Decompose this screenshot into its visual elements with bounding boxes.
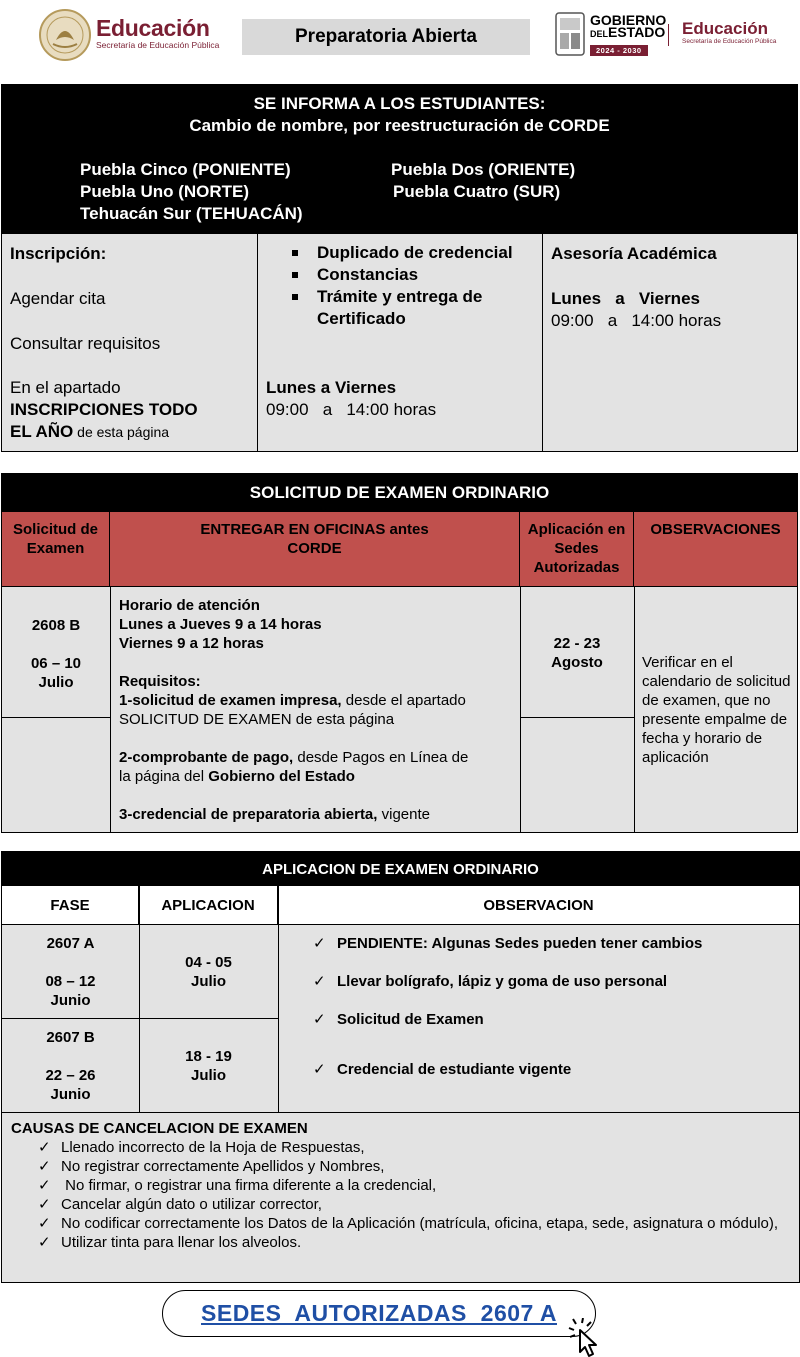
requisito-2-bold: 2-comprobante de pago, (119, 749, 294, 766)
sep-logo (96, 16, 219, 50)
requisito-3 (119, 805, 514, 824)
list-item: ✓ Llevar bolígrafo, lápiz y goma de uso personal (313, 972, 793, 991)
asesoria-title: Asesoría Académica (551, 244, 717, 263)
sep-logo-title: Educación (96, 15, 210, 41)
observacion-list (313, 934, 793, 1079)
list-item: Duplicado de credencial (292, 242, 538, 264)
list-item: ✓ Solicitud de Examen (313, 1010, 793, 1029)
aplicacion-row-2 (139, 1047, 278, 1085)
header-observacion: OBSERVACION (278, 886, 799, 924)
aplicacion-table (1, 851, 800, 1283)
fase-month: Junio (50, 992, 91, 1009)
solicitud-table (1, 473, 798, 833)
aplicacion-title: APLICACION DE EXAMEN ORDINARIO (2, 852, 799, 886)
inscripcion-title: Inscripción: (10, 244, 107, 263)
requisito-1-rest: desde el apartado (341, 692, 466, 709)
fase-dates: 22 – 26 (45, 1067, 96, 1084)
region-item: Puebla Cuatro (SUR) (393, 182, 561, 201)
divider (2, 717, 110, 718)
asesoria-days: Lunes a Viernes (551, 289, 700, 308)
gobierno-estado-text: Gobierno del Estado (208, 768, 355, 785)
horario-title: Horario de atención (119, 597, 260, 614)
fase-code: 2607 B (46, 1029, 95, 1046)
region-item: Puebla Uno (NORTE) (80, 182, 250, 201)
divider (2, 1112, 799, 1113)
aplicacion-month: Julio (190, 973, 226, 990)
requisito-2-line2 (119, 767, 514, 786)
list-item: ✓ Cancelar algún dato o utilizar corrector, (38, 1195, 793, 1214)
fase-dates: 06 – 10 (30, 655, 82, 672)
gobierno-logo-prefix: DEL (590, 29, 608, 39)
mexico-seal-icon (38, 8, 92, 62)
horario-line2: Viernes 9 a 12 horas (119, 635, 264, 652)
list-item: ✓ No registrar correctamente Apellidos y Nombres, (38, 1157, 793, 1176)
list-item: ✓ Utilizar tinta para llenar los alveolos. (38, 1233, 793, 1252)
notice-title (2, 93, 797, 137)
list-item: ✓ No codificar correctamente los Datos de la Aplicación (matrícula, oficina, etapa, sede, asignatura o módulo), (38, 1214, 793, 1233)
aplicacion-dates: 18 - 19 (185, 1048, 232, 1065)
requisitos-title: Requisitos: (119, 673, 201, 690)
tramites-list (292, 242, 538, 330)
el-ano-text: EL AÑO (10, 422, 74, 441)
educacion-logo (682, 20, 776, 46)
divider (634, 586, 635, 832)
solicitud-title: SOLICITUD DE EXAMEN ORDINARIO (2, 474, 797, 512)
info-columns (2, 234, 797, 451)
apartado-text: En el apartado (10, 378, 121, 397)
divider (110, 586, 111, 832)
header-solicitud: Solicitud de Examen (2, 512, 110, 586)
agendar-cita-text: Agendar cita (10, 289, 106, 308)
asesoria-hours: 09:00 a 14:00 horas (551, 311, 722, 330)
causas-list (38, 1138, 793, 1252)
requisito-3-rest: vigente (377, 806, 430, 823)
list-item: ✓ Credencial de estudiante vigente (313, 1060, 793, 1079)
aplicacion-cell (520, 634, 634, 672)
inscripciones-tail (10, 421, 169, 443)
divider (2, 1018, 278, 1019)
list-item: ✓ PENDIENTE: Algunas Sedes pueden tener cambios (313, 934, 793, 953)
divider (2, 924, 799, 925)
fase-dates: 08 – 12 (45, 973, 96, 990)
requisito-1 (119, 691, 514, 710)
header-entregar: ENTREGAR EN OFICINAS antes CORDE (110, 512, 520, 586)
sedes-autorizadas-link[interactable]: SEDES AUTORIZADAS 2607 A (162, 1290, 596, 1337)
tramites-days: Lunes a Viernes (266, 378, 397, 397)
requisito-3-bold: 3-credencial de preparatoria abierta, (119, 806, 378, 823)
horario-line1: Lunes a Jueves 9 a 14 horas (119, 616, 322, 633)
notice-banner (2, 85, 797, 234)
educacion-logo-title: Educación (682, 19, 768, 38)
notice-title-line1: SE INFORMA A LOS ESTUDIANTES: (253, 94, 546, 113)
puebla-shield-icon (555, 12, 585, 56)
aplicacion-month: Julio (190, 1067, 226, 1084)
header-aplicacion: APLICACION (139, 886, 278, 924)
aplicacion-dates: 22 - 23 (553, 635, 601, 652)
observacion-cell: Verificar en el calendario de solicitud de examen, que no presente empalme de fecha y horario de aplicación (642, 654, 791, 766)
fase-row-2 (2, 1028, 139, 1104)
tramites-hours: 09:00 a 14:00 horas (266, 400, 437, 419)
aplicacion-dates: 04 - 05 (185, 954, 232, 971)
requisito-2-rest: desde Pagos en Línea de (293, 749, 469, 766)
page-header (0, 0, 800, 76)
aplicacion-month: Agosto (551, 654, 603, 671)
divider (520, 717, 634, 718)
requisito-2 (119, 748, 514, 767)
divider (2, 586, 797, 587)
gobierno-logo-line1: GOBIERNO (590, 12, 667, 28)
consultar-requisitos-text: Consultar requisitos (10, 334, 161, 353)
educacion-logo-subtitle: Secretaría de Educación Pública (682, 38, 777, 45)
requisito-1-line2: SOLICITUD DE EXAMEN de esta página (119, 711, 395, 728)
fase-code: 2608 B (31, 617, 81, 634)
causas-title: CAUSAS DE CANCELACION DE EXAMEN (11, 1120, 308, 1137)
inscripcion-column (2, 234, 258, 451)
logo-divider (668, 24, 669, 46)
region-item: Tehuacán Sur (TEHUACÁN) (80, 204, 303, 223)
aplicacion-row-1 (139, 953, 278, 991)
gobierno-logo-years: 2024 - 2030 (590, 45, 648, 56)
fase-cell (2, 616, 110, 692)
fase-month: Junio (50, 1086, 91, 1103)
list-item: ✓ No firmar, o registrar una firma diferente a la credencial, (38, 1176, 793, 1195)
click-cursor-icon (566, 1318, 606, 1357)
tramites-column (258, 234, 543, 451)
list-item: ✓ Llenado incorrecto de la Hoja de Respuestas, (38, 1138, 793, 1157)
header-observaciones: OBSERVACIONES (634, 512, 797, 586)
de-esta-pagina-text: de esta página (73, 424, 170, 440)
header-fase: FASE (2, 886, 139, 924)
notice-section (1, 84, 798, 452)
region-item: Puebla Cinco (PONIENTE) (80, 160, 291, 179)
entregar-cell (119, 596, 514, 824)
divider (278, 886, 279, 1112)
fase-code: 2607 A (46, 935, 95, 952)
fase-row-1 (2, 934, 139, 1010)
divider (520, 586, 521, 832)
region-item: Puebla Dos (ORIENTE) (391, 160, 576, 179)
list-item: Trámite y entrega de Certificado (292, 286, 538, 330)
page-title: Preparatoria Abierta (242, 19, 530, 55)
gobierno-logo-line2: ESTADO (608, 24, 666, 40)
notice-title-line2: Cambio de nombre, por reestructuración de CORDE (189, 116, 610, 135)
requisito-2-pre: la página del (119, 768, 209, 785)
inscripciones-link-text: INSCRIPCIONES TODO (10, 400, 198, 419)
requisito-1-bold: 1-solicitud de examen impresa, (119, 692, 342, 709)
sep-logo-subtitle: Secretaría de Educación Pública (96, 40, 220, 50)
header-aplicacion: Aplicación en Sedes Autorizadas (520, 512, 634, 586)
list-item: Constancias (292, 264, 538, 286)
fase-month: Julio (38, 674, 74, 691)
asesoria-column (543, 234, 797, 451)
gobierno-logo (590, 14, 666, 58)
